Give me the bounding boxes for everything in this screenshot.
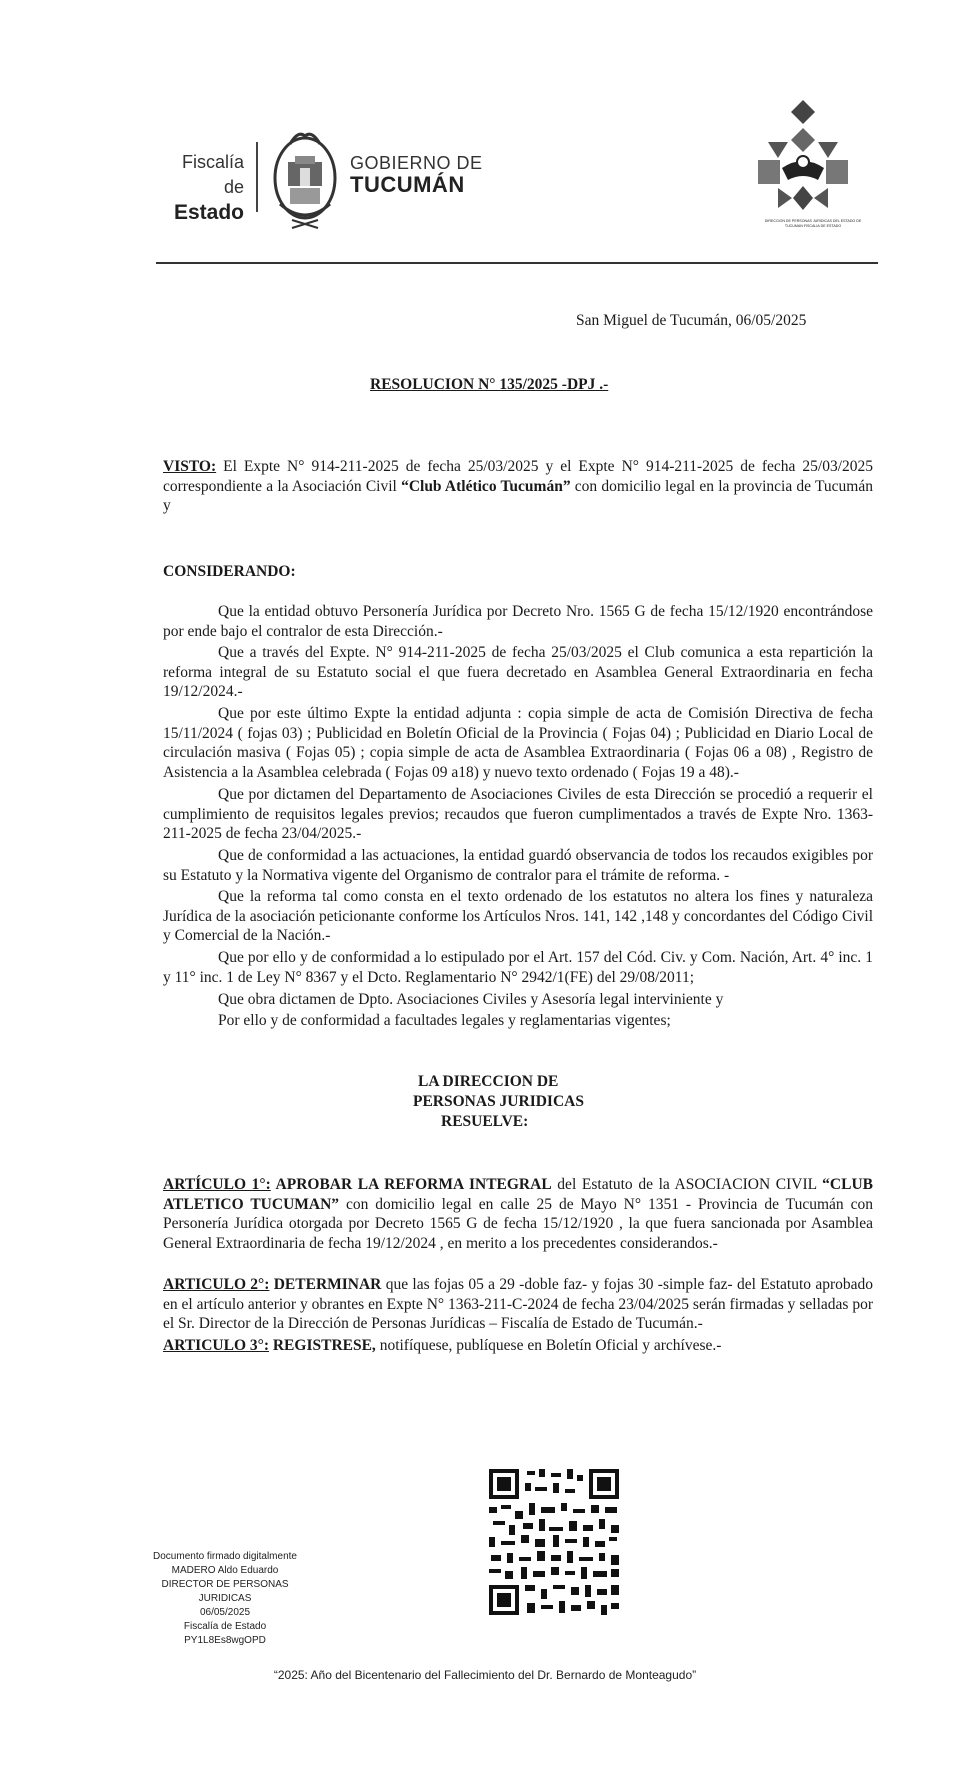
document-header (0, 0, 970, 270)
considerando-paragraph-2: Que a través del Expte. N° 914-211-2025 de fecha 25/03/2025 el Club comunica a esta repartición la reforma integral de su Estatuto social el que fuera decretado en Asamblea General Extraordinaria en fecha 19/12/2024.- (163, 644, 873, 700)
direccion-line-2: PERSONAS JURIDICAS (413, 1093, 584, 1110)
digital-signature-block (140, 1550, 310, 1648)
articulo-2-text: que las fojas 05 a 29 -doble faz- y fojas 30 -simple faz- del Estatuto aprobado en el artículo anterior y obrantes en Expte N° 1363-211-C-2024 de fecha 23/04/2025 serán firmadas y selladas por el Sr. Director de la Dirección de Personas Jurídicas – Fiscalía de Estado de Tucumán.- (163, 1276, 873, 1332)
articulo-1 (163, 1175, 873, 1253)
visto-paragraph (163, 457, 873, 516)
signature-line-3: DIRECTOR DE PERSONAS (161, 1579, 289, 1590)
articulo-2-bold: DETERMINAR (269, 1276, 382, 1293)
articulo-1-text-b: con domicilio legal en calle 25 de Mayo N° 1351 - Provincia de Tucumán con Personería Jurídica otorgada por Decreto 1565 G de fecha 15/12/1920 , la que fuera sancionada por Asamblea General Extraordinaria de fecha 19/12/2024 , en merito a los precedentes considerandos.- (163, 1195, 873, 1252)
considerando-paragraph-3: Que por este último Expte la entidad adjunta : copia simple de acta de Comisión Directiva de fecha 15/11/2024 ( fojas 03) ; Publicidad en Boletín Oficial de la Provincia ( Fojas 04) ; Publicidad en Diario Local de circulación masiva ( Fojas 05) ; copia simple de acta de Asamblea Extraordinaria ( Fojas 06 a 08) , Registro de Asistencia a la Asamblea celebrada ( Fojas 09 a18) y nuevo texto ordenado ( Fojas 19 a 48).- (163, 705, 873, 781)
signature-line-7: PY1L8Es8wgOPD (184, 1635, 266, 1646)
fiscalia-de-estado-logo (160, 150, 244, 225)
visto-club-name: “Club Atlético Tucumán” (401, 477, 571, 495)
tucuman-coat-of-arms-icon (268, 126, 342, 230)
considerando-heading: CONSIDERANDO: (163, 563, 296, 580)
visto-heading: VISTO: (163, 458, 217, 475)
footer-quote: “2025: Año del Bicentenario del Fallecimiento del Dr. Bernardo de Monteagudo” (273, 1668, 697, 1682)
resuelve-heading: RESUELVE: (441, 1113, 529, 1130)
gobierno-line1: GOBIERNO DE (350, 153, 483, 173)
articulo-2 (163, 1275, 873, 1334)
considerando-paragraph-9: Por ello y de conformidad a facultades legales y reglamentarias vigentes; (218, 1012, 671, 1029)
signature-line-5: 06/05/2025 (199, 1607, 251, 1618)
header-rule (156, 262, 878, 264)
dpj-emblem-icon (752, 98, 854, 214)
place-and-date: San Miguel de Tucumán, 06/05/2025 (576, 312, 807, 329)
articulo-3-bold: REGISTRESE, (268, 1337, 376, 1354)
header-divider (256, 142, 258, 212)
considerando-paragraph-8: Que obra dictamen de Dpto. Asociaciones Civiles y Asesoría legal interviniente y (218, 991, 724, 1008)
signature-line-6: Fiscalía de Estado (183, 1621, 267, 1632)
articulo-1-text-a: del Estatuto de la ASOCIACION CIVIL (551, 1176, 823, 1193)
considerando-paragraph-7: Que por ello y de conformidad a lo estipulado por el Art. 157 del Cód. Civ. y Com. Nación, Art. 4° inc. 1 y 11° inc. 1 de Ley N° 8367 y el Dcto. Reglamentario N° 2942/1(FE) del 29/08/2011; (163, 949, 873, 986)
articulo-1-bold: APROBAR LA REFORMA INTEGRAL (270, 1176, 552, 1193)
fiscalia-line2: Estado (173, 201, 244, 224)
gobierno-line2: TUCUMÁN (350, 172, 465, 197)
fiscalia-line1: Fiscalía de (181, 152, 244, 197)
considerando-paragraph-6: Que la reforma tal como consta en el texto ordenado de los estatutos no altera los fines y naturaleza Jurídica de la asociación peticionante conforme los Artículos Nros. 141, 142 ,148 y concordantes del Código Civil y Comercial de la Nación.- (163, 888, 873, 944)
articulo-2-heading: ARTICULO 2°: (163, 1276, 270, 1293)
articulo-1-heading: ARTÍCULO 1°: (163, 1176, 271, 1193)
articulo-3-heading: ARTICULO 3°: (163, 1337, 269, 1354)
direccion-line-1: LA DIRECCION DE (418, 1073, 559, 1090)
signature-line-4: JURIDICAS (198, 1593, 252, 1604)
articulo-1-club-name: “CLUB ATLETICO TUCUMAN” (163, 1176, 873, 1213)
visto-text-b: con domicilio legal en la provincia de Tucumán y (163, 477, 873, 514)
qr-code-icon[interactable] (487, 1467, 621, 1617)
resolution-title: RESOLUCION N° 135/2025 -DPJ .- (370, 376, 609, 393)
considerando-paragraph-1: Que la entidad obtuvo Personería Jurídica por Decreto Nro. 1565 G de fecha 15/12/1920 encontrándose por ende bajo el contralor de esta Dirección.- (163, 603, 873, 640)
gobierno-de-tucuman-logo (350, 152, 483, 196)
visto-text-a: El Expte N° 914-211-2025 de fecha 25/03/2025 y el Expte N° 914-211-2025 de fecha 25/03/2025 correspondiente a la Asociación Civil (163, 458, 873, 495)
articulo-3-text: notifíquese, publíquese en Boletín Oficial y archívese.- (375, 1337, 722, 1354)
signature-line-2: MADERO Aldo Eduardo (171, 1565, 279, 1576)
dpj-caption: DIRECCION DE PERSONAS JURIDICAS DEL ESTADO DE TUCUMAN FISCALIA DE ESTADO (764, 219, 862, 228)
considerando-paragraph-5: Que de conformidad a las actuaciones, la entidad guardó observancia de todos los recaudos exigibles por su Estatuto y la Normativa vigente del Organismo de contralor para el trámite de reforma. - (163, 847, 873, 884)
signature-line-1: Documento firmado digitalmente (153, 1551, 297, 1562)
articulo-3 (163, 1336, 873, 1356)
considerando-paragraph-4: Que por dictamen del Departamento de Asociaciones Civiles de esta Dirección se procedió a requerir el cumplimiento de requisitos legales previos; recaudos que fueron cumplimentados a través de Expte Nro. 1363-211-2025 de fecha 23/04/2025.- (163, 786, 873, 842)
